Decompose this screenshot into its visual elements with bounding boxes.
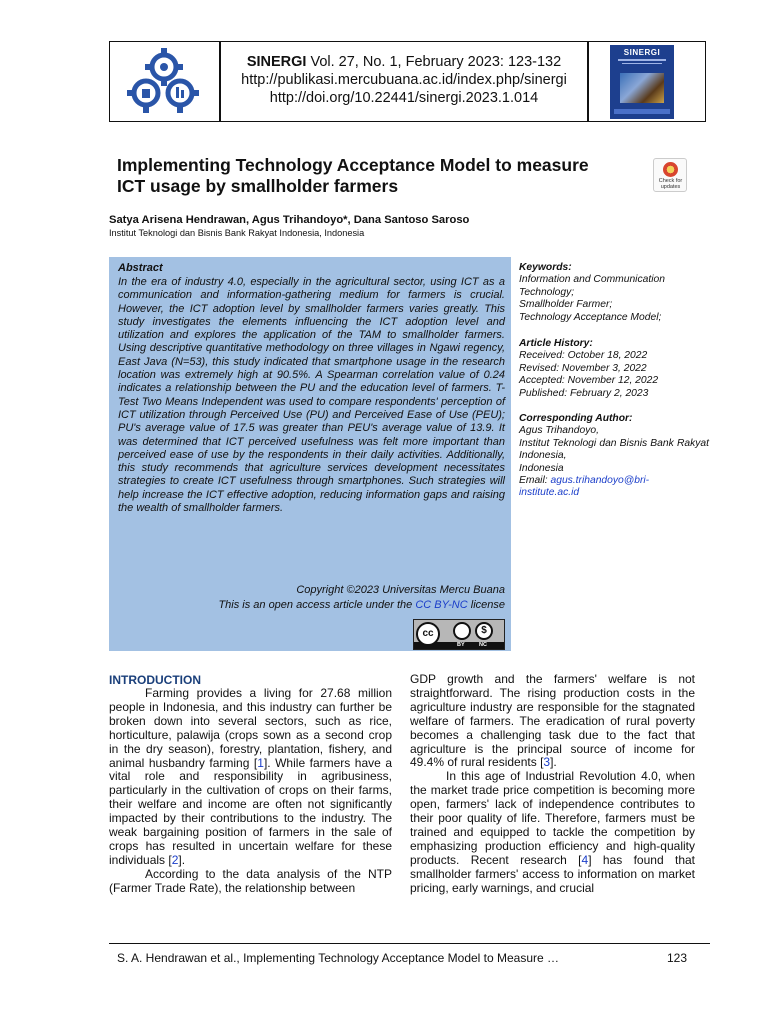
journal-url[interactable]: http://publikasi.mercubuana.ac.id/index.php/sinergi	[241, 72, 567, 88]
journal-cover-image	[610, 45, 674, 119]
citation-link[interactable]: 2	[171, 852, 179, 867]
article-history-block	[519, 338, 709, 400]
copyright-block	[118, 583, 505, 612]
keyword-item: Information and Communication Technology;	[519, 274, 665, 298]
doi-link[interactable]: http://doi.org/10.22441/sinergi.2023.1.014	[269, 90, 539, 106]
corresponding-affiliation: Institut Teknologi dan Bisnis Bank Rakyat Indonesia,	[519, 437, 709, 462]
header-divider	[587, 41, 589, 122]
keyword-item: Technology Acceptance Model;	[519, 311, 662, 323]
paragraph: In this age of Industrial Revolution 4.0, when the market trade price competition is becoming more open, farmers' lack of independence contributes to their poor quality of life. Therefore, farmers must be trained and equipped to tackle the competition by emphasizing production efficiency and high-quality products. Recent research [4] has found that smallholder farmers' access to information on market pricing, early warnings, and crucial	[410, 769, 696, 895]
history-item: Accepted: November 12, 2022	[519, 375, 659, 387]
cover-title: SINERGI	[623, 48, 661, 57]
license-link[interactable]: CC BY-NC	[415, 598, 468, 611]
journal-name: SINERGI	[246, 54, 307, 70]
paragraph: GDP growth and the farmers' welfare is not straightforward. The rising production costs in the agriculture industry are responsible for the stagnated welfare of farmers. The eradication of rural poverty becomes a challenging task due to the fact that agriculture is the principal source of income for 49.4% of rural residents [3].	[410, 672, 695, 770]
copyright-text: Copyright ©2023 Universitas Mercu Buana	[296, 584, 505, 596]
cc-by-nc-badge[interactable]	[413, 619, 505, 650]
body-column-left	[109, 687, 392, 896]
citation-link[interactable]: 3	[543, 755, 551, 770]
title-line-1: Implementing Technology Acceptance Model to measure	[117, 155, 589, 175]
person-icon	[453, 622, 471, 640]
corresponding-author-block	[519, 413, 709, 500]
keyword-item: Smallholder Farmer;	[519, 299, 613, 311]
title-line-2: ICT usage by smallholder farmers	[117, 176, 399, 196]
corresponding-heading: Corresponding Author:	[519, 413, 633, 424]
email-link[interactable]: agus.trihandoyo@bri-institute.ac.id	[519, 475, 650, 499]
crossmark-icon	[663, 162, 678, 177]
footer-divider	[109, 943, 710, 944]
corresponding-name: Agus Trihandoyo,	[519, 425, 599, 437]
volume-info: Vol. 27, No. 1, February 2023: 123-132	[310, 54, 562, 70]
citation-link[interactable]: 1	[257, 755, 264, 770]
citation-link[interactable]: 4	[581, 852, 589, 867]
affiliation: Institut Teknologi dan Bisnis Bank Rakyat Indonesia, Indonesia	[109, 228, 365, 238]
journal-citation	[221, 53, 587, 107]
by-label: BY	[457, 642, 465, 648]
license-prefix: This is an open access article under the	[218, 598, 413, 611]
keywords-heading: Keywords:	[519, 262, 572, 273]
license-suffix: license	[470, 598, 505, 611]
check-for-updates-button[interactable]	[653, 158, 687, 192]
page-number: 123	[667, 951, 688, 965]
paragraph: According to the data analysis of the NTP (Farmer Trade Rate), the relationship between	[109, 866, 392, 895]
paragraph: Farming provides a living for 27.68 million people in Indonesia, and this industry can further be broken down into several sectors, such as rice, horticulture, palawija (crops sown as a second crop in the dry season), forestry, plantation, fishery, and animal husbandry farming [1]. While farmers have a vital role and responsibility in agribusiness, particularly in the cultivation of crops on their farms, their welfare and income are often not significantly impacted by their contributions to the industry. The weak bargaining position of farmers in the sale of crops has resulted in uncertain welfare for these individuals [2].	[109, 686, 392, 867]
corresponding-country: Indonesia	[519, 462, 564, 474]
nc-label: NC	[479, 642, 487, 648]
running-title: S. A. Hendrawan et al., Implementing Technology Acceptance Model to Measure …	[117, 951, 560, 965]
body-column-right	[410, 673, 695, 896]
authors: Satya Arisena Hendrawan, Agus Trihandoyo*, Dana Santoso Saroso	[109, 214, 470, 226]
keywords-block	[519, 262, 709, 324]
history-item: Published: February 2, 2023	[519, 387, 649, 399]
gear-logo-icon	[126, 45, 200, 117]
article-title	[117, 155, 637, 197]
history-heading: Article History:	[519, 338, 593, 349]
history-item: Received: October 18, 2022	[519, 350, 648, 362]
email-label: Email:	[519, 475, 548, 487]
cc-icon: cc	[416, 622, 440, 646]
section-heading-introduction: INTRODUCTION	[109, 673, 201, 687]
abstract-body: In the era of industry 4.0, especially in the agricultural sector, using ICT as a communication and information-gathering medium for farmers is crucial. However, the ICT adoption level by smallholder farmers varies greatly. This study investigates the elements influencing the ICT adoption level and utilization and explores the application of the TAM to smallholder farmers. Using descriptive quantitative methodology on three villages in Ngawi regency, East Java (N=53), this study indicated that smartphone usage in the research location was extremely high at 90.5%. A Spearman correlation value of 0.24 indicates a relationship between the PU and the education level of farmers. T-Test Two Means Independent was used to compare respondents' perception of ICT utilization through Perceived Use (PU) and Perceived Ease of Use (PEU); PU's average value of 17.5 was greater than PEU's average value of 13.9. It was determined that ICT perceived usefulness was felt more important than perceived ease of use by the respondents in their daily activities. Additionally, this study recommends that agriculture services development necessitates strategies to create ICT usefulness through smartphones. Such strategies will help increase the ICT effective adoption, reducing information gaps and raising the wealth of smallholder farmers.	[118, 276, 505, 515]
noncommercial-icon: $	[475, 622, 493, 640]
history-item: Revised: November 3, 2022	[519, 362, 647, 374]
abstract-heading: Abstract	[118, 262, 163, 274]
check-for-updates-label: Check for updates	[658, 178, 683, 190]
